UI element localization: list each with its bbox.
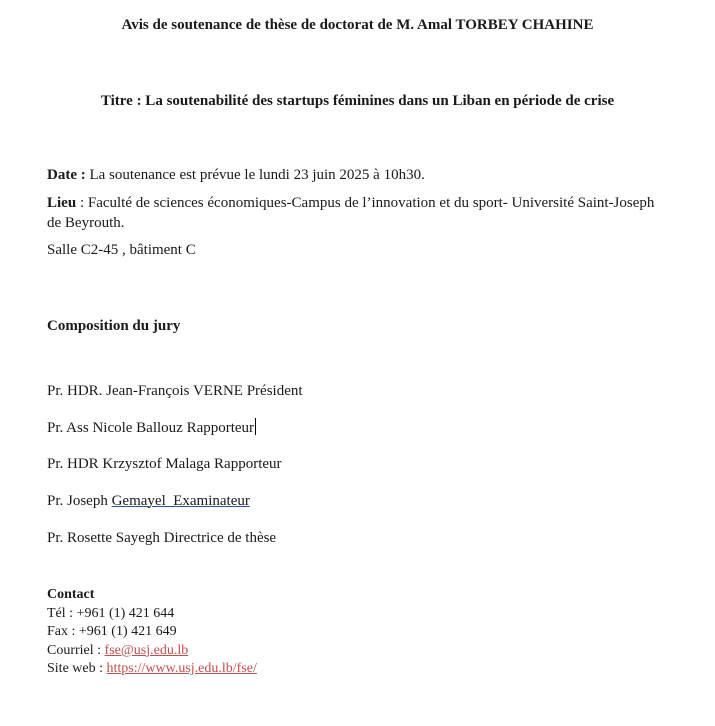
spellcheck-flagged-text: Gemayel Examinateur: [111, 493, 250, 509]
contact-tel: Tél : +961 (1) 421 644: [47, 605, 175, 621]
document-title: Avis de soutenance de thèse de doctorat de M. Amal TORBEY CHAHINE: [121, 17, 594, 33]
text-cursor: [255, 418, 256, 435]
jury-member-prefix: Pr. Joseph: [47, 493, 112, 509]
contact-heading: Contact: [47, 587, 95, 602]
contact-fax: Fax : +961 (1) 421 649: [47, 624, 177, 639]
contact-web-line: [47, 660, 257, 679]
jury-member-text: Pr. Ass Nicole Ballouz Rapporteur: [47, 420, 255, 436]
website-link[interactable]: https://www.usj.edu.lb/fse/: [106, 661, 257, 676]
contact-block: [47, 586, 257, 679]
jury-member: Pr. HDR. Jean-François VERNE Président: [47, 383, 303, 399]
jury-member: [47, 491, 250, 511]
salle-line: Salle C2-45 , bâtiment C: [47, 242, 196, 258]
date-line: [47, 165, 425, 185]
lieu-label: Lieu: [47, 195, 77, 211]
jury-heading-text: Composition du jury: [47, 318, 181, 334]
web-label: Site web :: [47, 661, 107, 676]
email-label: Courriel :: [47, 642, 105, 658]
lieu-line: [47, 193, 657, 233]
jury-member: [47, 418, 256, 438]
lieu-text: : Faculté de sciences économiques-Campus de l’innovation et du sport- Université Saint-Joseph de Beyrouth.: [47, 195, 655, 231]
date-label: Date :: [47, 167, 86, 183]
jury-member: Pr. HDR Krzysztof Malaga Rapporteur: [47, 456, 282, 472]
jury-heading: [47, 316, 180, 336]
jury-member: Pr. Rosette Sayegh Directrice de thèse: [47, 530, 277, 546]
contact-email-line: [47, 642, 257, 661]
date-text: La soutenance est prévue le lundi 23 juin 2025 à 10h30.: [89, 167, 425, 183]
email-link[interactable]: fse@usj.edu.lb: [104, 642, 189, 658]
thesis-title: Titre : La soutenabilité des startups féminines dans un Liban en période de crise: [100, 93, 615, 109]
